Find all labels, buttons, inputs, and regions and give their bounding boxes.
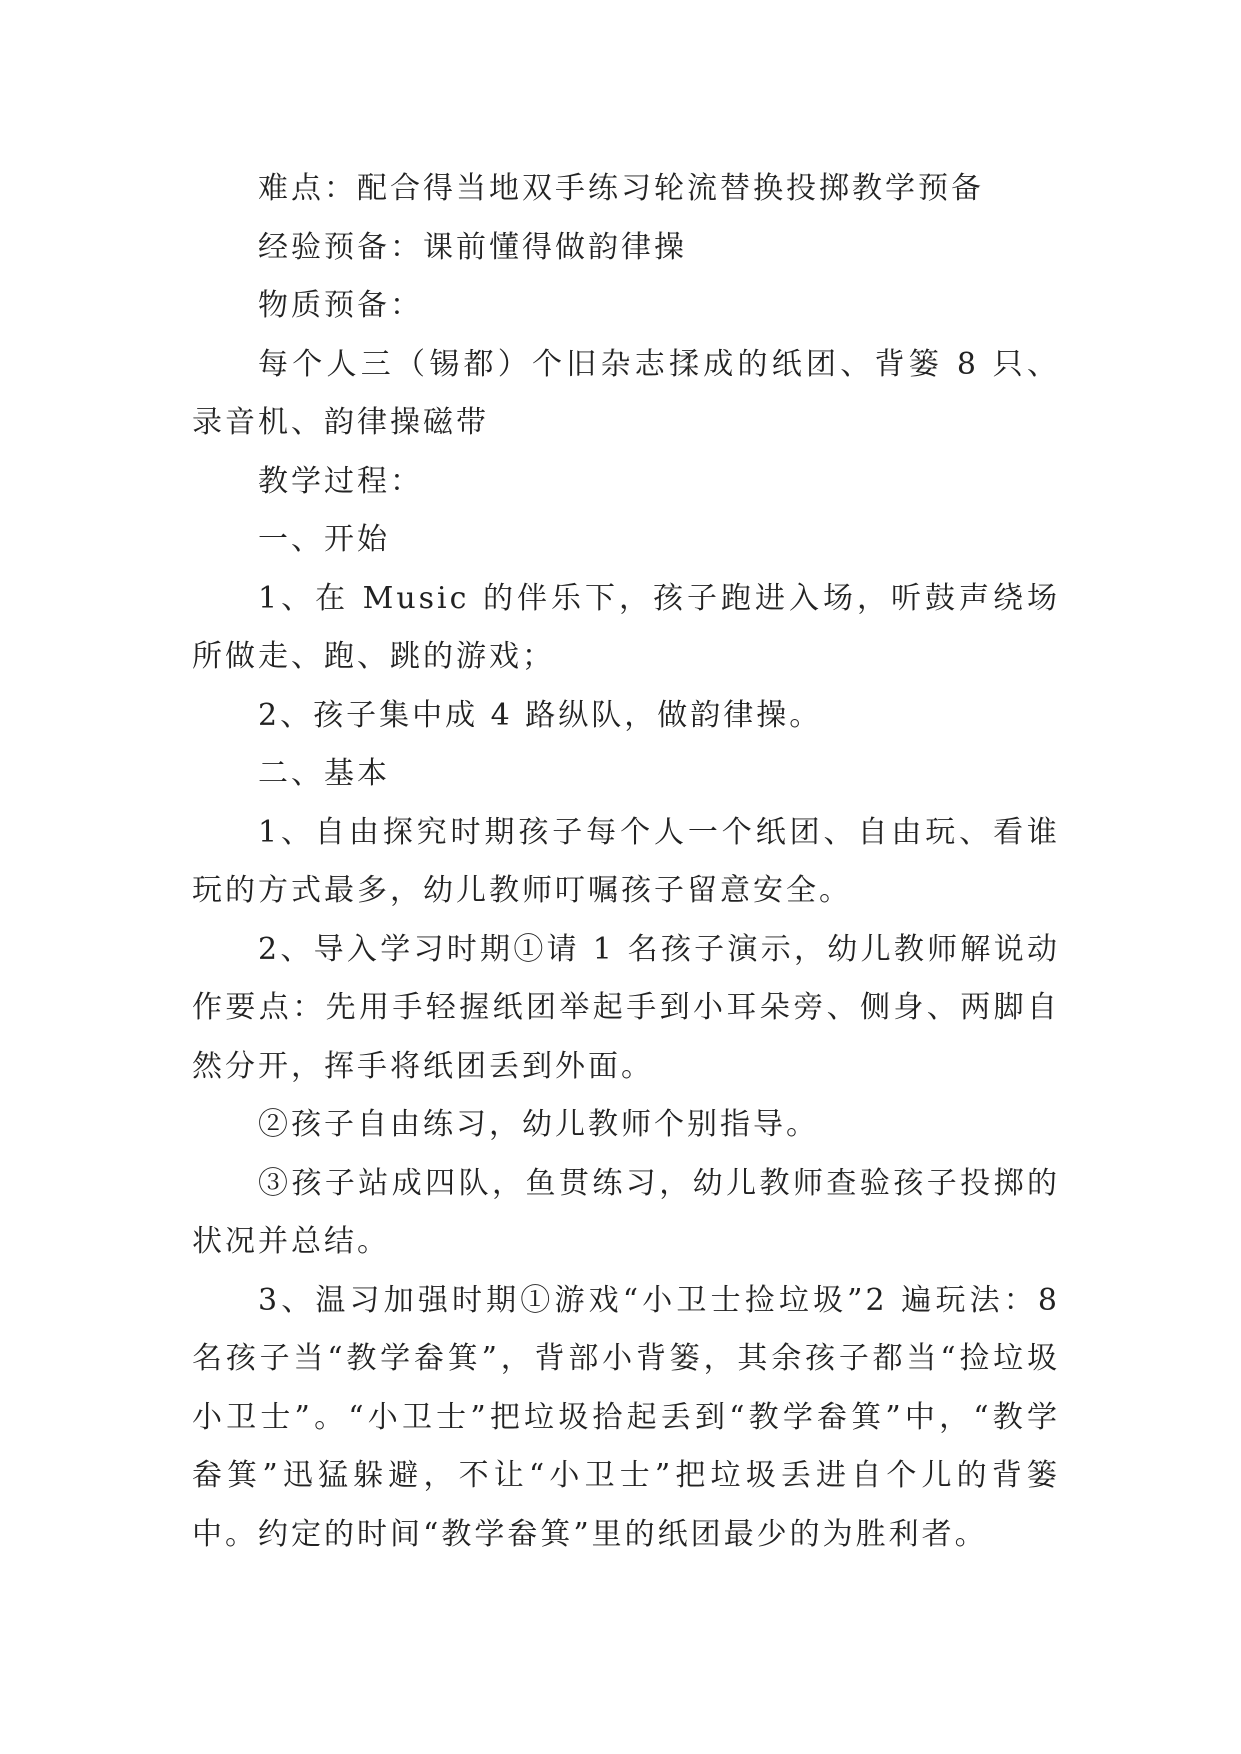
paragraph-basic-step-2c: ③孩子站成四队，鱼贯练习，幼儿教师查验孩子投掷的状况并总结。 [192, 1165, 1060, 1259]
paragraph-difficulty: 难点：配合得当地双手练习轮流替换投掷教学预备 [258, 171, 984, 206]
document-body [192, 160, 1060, 1564]
paragraph-start-step-1: 1、在 Music 的伴乐下，孩子跑进入场，听鼓声绕场所做走、跑、跳的游戏； [192, 580, 1060, 674]
paragraph-basic-step-2b: ②孩子自由练习，幼儿教师个别指导。 [258, 1107, 819, 1142]
section-heading-start: 一、开始 [258, 522, 390, 557]
paragraph-basic-step-3: 3、温习加强时期①游戏“小卫士捡垃圾”2 遍玩法：8 名孩子当“教学畚箕”，背部小背篓，其余孩子都当“捡垃圾小卫士”。“小卫士”把垃圾拾起丢到“教学畚箕”中，“教学畚箕”迅猛躲避，不让“小卫士”把垃圾丢进自个儿的背篓中。约定的时间“教学畚箕”里的纸团最少的为胜利者。 [192, 1282, 1060, 1552]
paragraph-start-step-2: 2、孩子集中成 4 路纵队，做韵律操。 [258, 697, 823, 733]
section-heading-basic: 二、基本 [258, 756, 390, 791]
paragraph-experience-prep: 经验预备：课前懂得做韵律操 [258, 229, 687, 265]
paragraph-material-prep: 物质预备： [258, 288, 423, 323]
paragraph-material-list: 每个人三（锡都）个旧杂志揉成的纸团、背篓 8 只、录音机、韵律操磁带 [192, 346, 1060, 440]
paragraph-basic-step-2: 2、导入学习时期①请 1 名孩子演示，幼儿教师解说动作要点：先用手轻握纸团举起手到小耳朵旁、侧身、两脚自然分开，挥手将纸团丢到外面。 [192, 931, 1060, 1084]
paragraph-process-heading: 教学过程： [258, 463, 423, 499]
paragraph-basic-step-1: 1、自由探究时期孩子每个人一个纸团、自由玩、看谁玩的方式最多，幼儿教师叮嘱孩子留意安全。 [192, 814, 1060, 908]
